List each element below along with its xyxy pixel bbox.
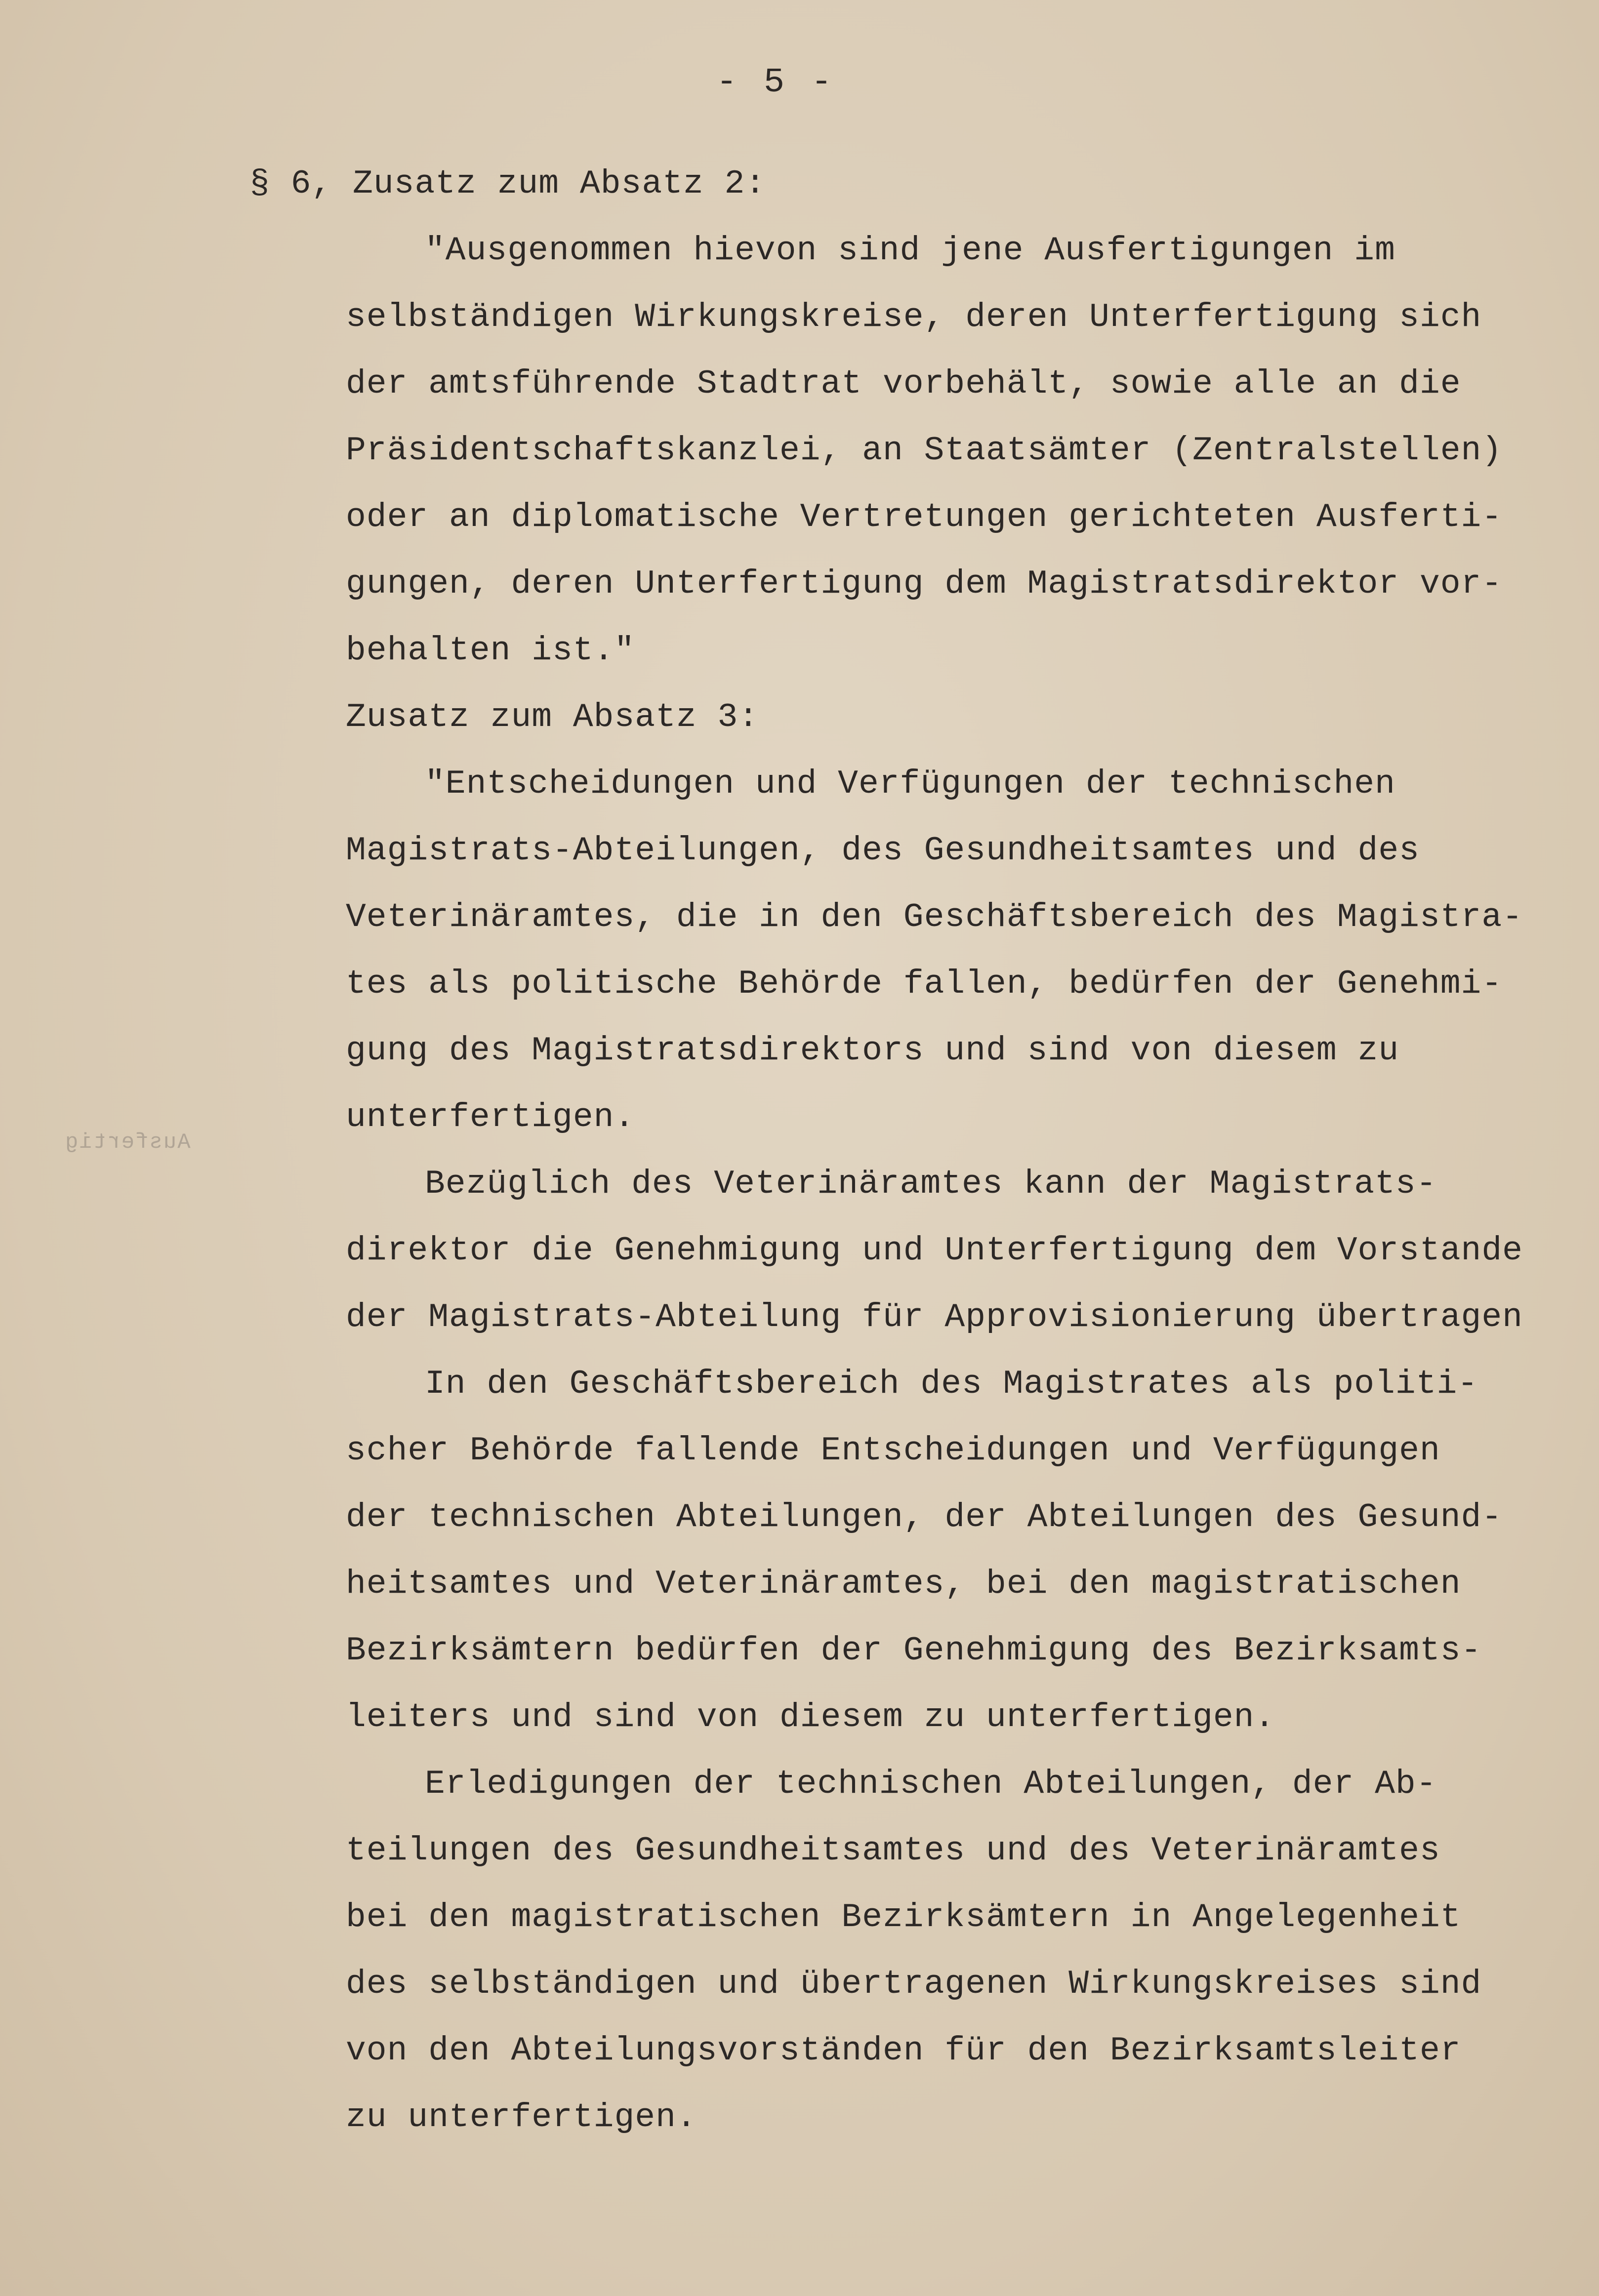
- text-line: des selbständigen und übertragenen Wirkungskreises sind: [346, 1965, 1482, 2003]
- text-line: direktor die Genehmigung und Unterfertigung dem Vorstande: [346, 1232, 1523, 1270]
- text-line: In den Geschäftsbereich des Magistrates als politi-: [425, 1365, 1478, 1403]
- text-line: von den Abteilungsvorständen für den Bezirksamtsleiter: [346, 2032, 1461, 2070]
- text-line: bei den magistratischen Bezirksämtern in Angelegenheit: [346, 1898, 1461, 1936]
- text-line: der technischen Abteilungen, der Abteilungen des Gesund-: [346, 1498, 1503, 1536]
- text-line: der Magistrats-Abteilung für Approvisionierung übertragen: [346, 1298, 1523, 1336]
- text-line: Bezirksämtern bedürfen der Genehmigung des Bezirksamts-: [346, 1632, 1482, 1670]
- text-line: oder an diplomatische Vertretungen gerichteten Ausferti-: [346, 498, 1503, 536]
- text-line: Präsidentschaftskanzlei, an Staatsämter (Zentralstellen): [346, 432, 1503, 470]
- text-line: selbständigen Wirkungskreise, deren Unterfertigung sich: [346, 298, 1482, 336]
- text-line: gung des Magistratsdirektors und sind von diesem zu: [346, 1032, 1399, 1070]
- text-line: unterfertigen.: [346, 1098, 635, 1136]
- text-line: "Entscheidungen und Verfügungen der technischen: [425, 765, 1395, 803]
- text-line: behalten ist.": [346, 632, 635, 670]
- text-line: der amtsführende Stadtrat vorbehält, sowie alle an die: [346, 365, 1461, 403]
- text-line: teilungen des Gesundheitsamtes und des Veterinäramtes: [346, 1832, 1440, 1870]
- text-line: Bezüglich des Veterinäramtes kann der Magistrats-: [425, 1165, 1437, 1203]
- text-line: zu unterfertigen.: [346, 2098, 697, 2136]
- text-line: tes als politische Behörde fallen, bedürfen der Genehmi-: [346, 965, 1503, 1003]
- subsection-heading: Zusatz zum Absatz 3:: [346, 698, 759, 736]
- section-heading: § 6, Zusatz zum Absatz 2:: [249, 165, 766, 203]
- bleed-through-text: Ausfertig: [64, 1130, 191, 1155]
- text-line: Erledigungen der technischen Abteilungen, der Ab-: [425, 1765, 1437, 1803]
- text-line: Veterinäramtes, die in den Geschäftsbereich des Magistra-: [346, 898, 1523, 936]
- text-line: gungen, deren Unterfertigung dem Magistratsdirektor vor-: [346, 565, 1503, 603]
- text-line: Magistrats-Abteilungen, des Gesundheitsamtes und des: [346, 832, 1420, 870]
- page-number: - 5 -: [716, 63, 835, 102]
- text-line: "Ausgenommen hievon sind jene Ausfertigungen im: [425, 232, 1395, 270]
- text-line: scher Behörde fallende Entscheidungen und Verfügungen: [346, 1432, 1440, 1470]
- text-line: heitsamtes und Veterinäramtes, bei den magistratischen: [346, 1565, 1461, 1603]
- text-line: leiters und sind von diesem zu unterfertigen.: [346, 1698, 1275, 1736]
